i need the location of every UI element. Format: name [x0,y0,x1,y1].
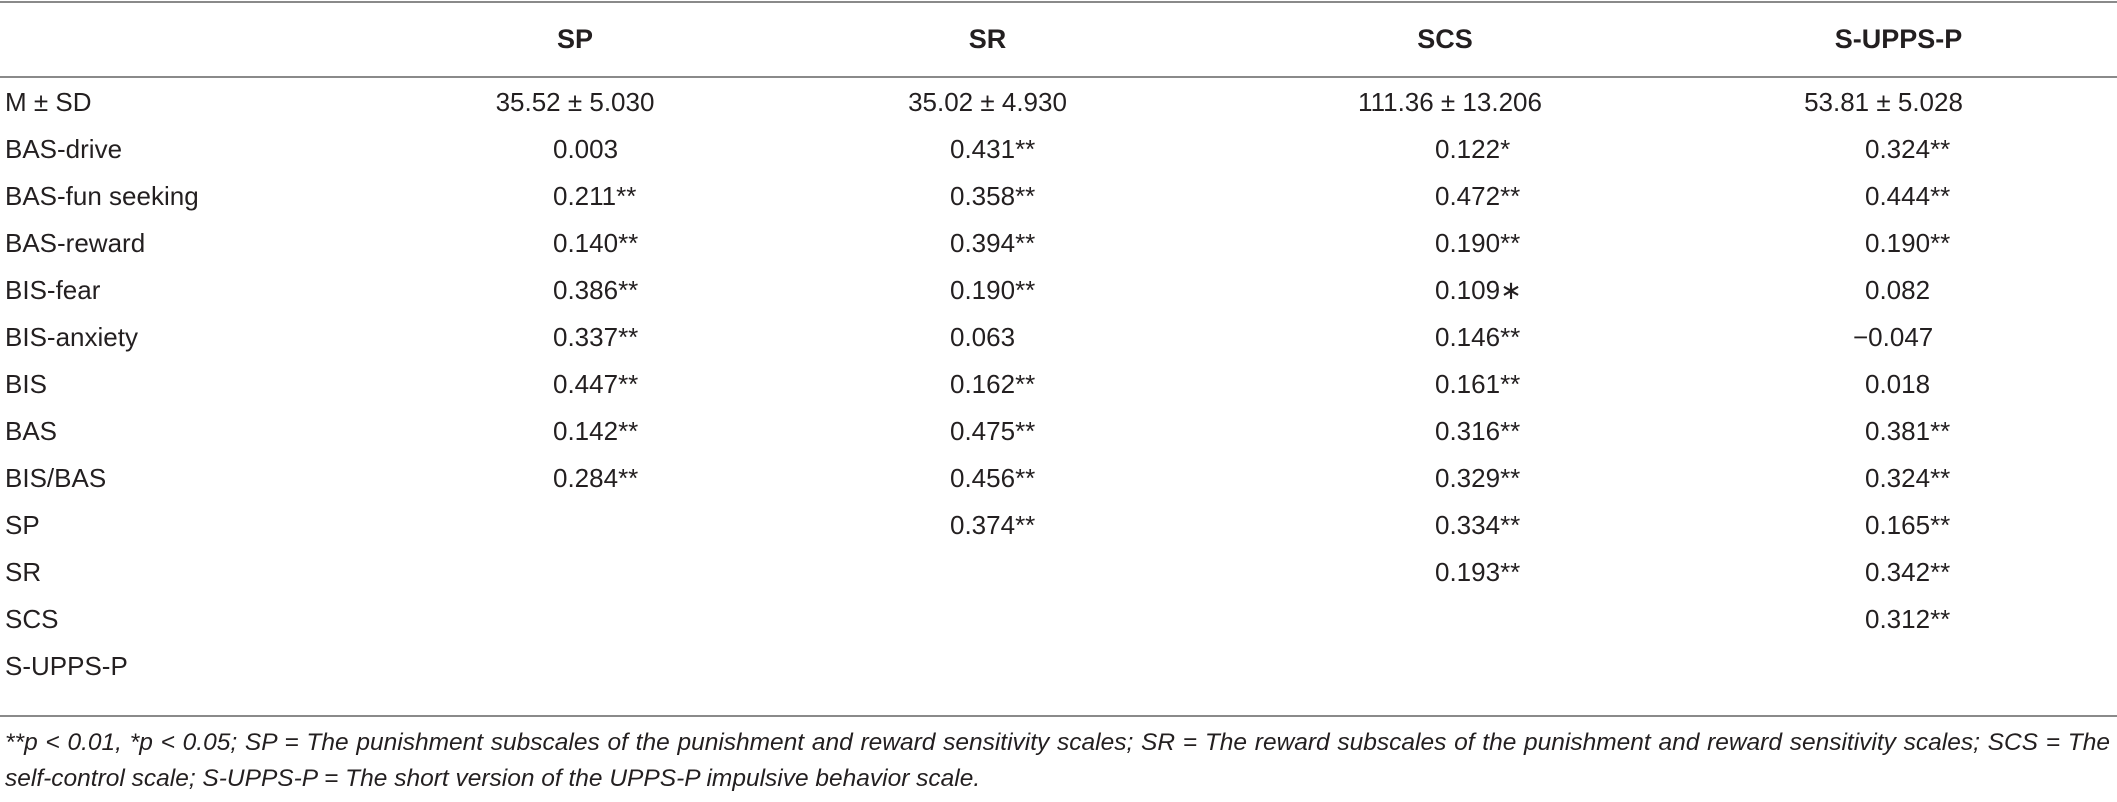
cell-s-upps-p: 0.381** [1865,416,1951,446]
cell-sp: 0.003 [553,134,619,164]
row-label: SP [5,510,40,540]
table-row [0,78,2117,126]
header-scs: SCS [1417,23,1473,54]
cell-sp [395,643,775,690]
row-label: BAS-reward [5,228,146,258]
cell-s-upps-p: 0.324** [1865,134,1951,164]
row-label: SR [5,557,42,587]
cell-scs: 0.316** [1435,416,1521,446]
header-sp: SP [556,23,594,54]
cell-sr: 0.358** [950,181,1036,211]
cell-s-upps-p: 0.165** [1865,510,1951,540]
cell-s-upps-p: 0.342** [1865,557,1951,587]
cell-sp [395,596,775,643]
cell-sr: 0.063 [950,322,1016,352]
row-label: BIS [5,369,47,399]
cell-s-upps-p: −0.047 [1853,322,1934,352]
cell-scs: 0.146** [1435,322,1521,352]
cell-scs [1230,596,1690,643]
table-row [0,408,2117,455]
table-footnote: **p < 0.01, *p < 0.05; SP = The punishment subscales of the punishment and reward sensitivity scales; SR = The reward subscales of the punishment and reward sensitivity scales; SCS = The self-control scale; S-UPPS-P = The short version of the UPPS-P impulsive behavior scale. [5,729,2110,792]
table-row [0,643,2117,690]
cell-s-upps-p: 0.190** [1865,228,1951,258]
cell-sp: 0.386** [553,275,639,305]
cell-s-upps-p [1690,643,2117,690]
cell-s-upps-p: 0.312** [1865,604,1951,634]
cell-sr: 0.162** [950,369,1036,399]
cell-scs: 0.190** [1435,228,1521,258]
row-label: BAS-fun seeking [5,181,199,211]
header-sr: SR [968,23,1007,54]
cell-sr: 0.475** [950,416,1036,446]
row-label: BIS/BAS [5,463,107,493]
row-label: BIS-fear [5,275,101,305]
cell-s-upps-p: 0.324** [1865,463,1951,493]
cell-sp: 0.211** [553,181,637,211]
cell-sr: 0.456** [950,463,1036,493]
cell-sp: 0.140** [553,228,639,258]
cell-sp: 0.284** [553,463,639,493]
header-blank [0,0,395,78]
row-label: S-UPPS-P [5,651,128,681]
row-label: M ± SD [5,86,92,117]
cell-scs: 111.36 ± 13.206 [1358,86,1542,117]
cell-scs: 0.472** [1435,181,1521,211]
cell-sp: 35.52 ± 5.030 [495,86,655,117]
header-s-upps-p: S-UPPS-P [1834,23,1963,54]
cell-sp: 0.337** [553,322,639,352]
table-row [0,502,2117,549]
table-row [0,455,2117,502]
table-row [0,267,2117,314]
table-row [0,314,2117,361]
cell-scs: 0.329** [1435,463,1521,493]
cell-sr: 35.02 ± 4.930 [908,86,1067,117]
table-row [0,549,2117,596]
row-label: BIS-anxiety [5,322,138,352]
table-row [0,220,2117,267]
cell-sr [775,643,1230,690]
table-row [0,126,2117,173]
header-row [0,0,2117,78]
cell-sr: 0.394** [950,228,1036,258]
cell-sr: 0.431** [950,134,1036,164]
row-label: BAS [5,416,58,446]
table-row [0,173,2117,220]
cell-scs: 0.334** [1435,510,1521,540]
cell-scs [1230,643,1690,690]
cell-sp: 0.142** [553,416,639,446]
cell-sp: 0.447** [553,369,639,399]
table-row [0,596,2117,643]
cell-sp [395,549,775,596]
row-label: BAS-drive [5,134,123,164]
cell-sr [775,549,1230,596]
cell-s-upps-p: 0.018 [1865,369,1931,399]
cell-sr [775,596,1230,643]
table-row [0,361,2117,408]
cell-scs: 0.122* [1435,134,1511,164]
cell-scs: 0.193** [1435,557,1521,587]
cell-scs: 0.109∗ [1435,275,1522,305]
cell-s-upps-p: 53.81 ± 5.028 [1804,86,1963,117]
row-label: SCS [5,604,59,634]
cell-s-upps-p: 0.082 [1865,275,1931,305]
cell-sr: 0.374** [950,510,1036,540]
cell-sr: 0.190** [950,275,1036,305]
bottom-rule [0,715,2117,717]
cell-scs: 0.161** [1435,369,1521,399]
cell-sp [395,502,775,549]
cell-s-upps-p: 0.444** [1865,181,1951,211]
